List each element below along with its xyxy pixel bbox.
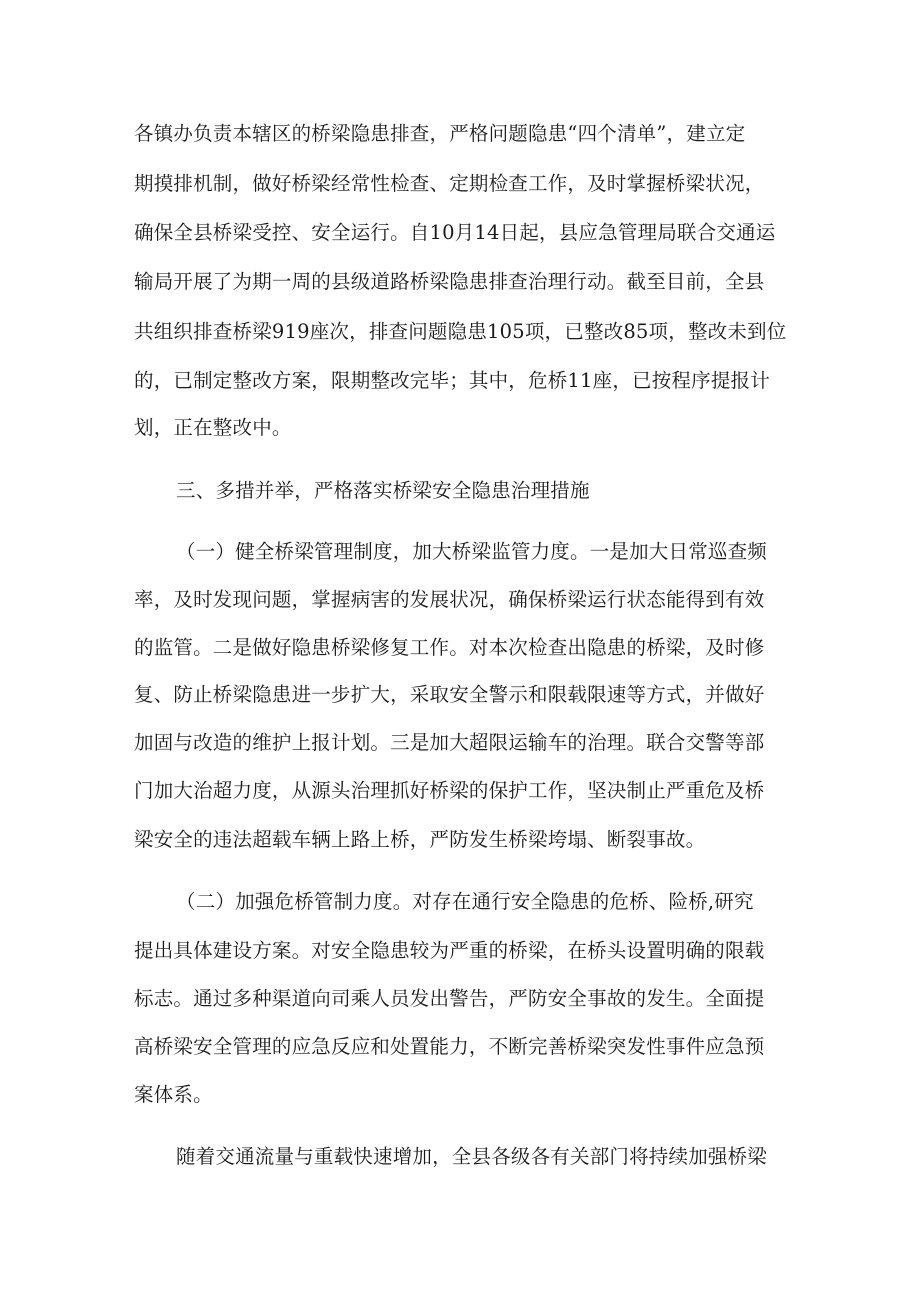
- text-line: 输局开展了为期一周的县级道路桥梁隐患排查治理行动。截至目前，全县: [134, 270, 765, 293]
- text-line: 率，及时发现问题，掌握病害的发展状况，确保桥梁运行状态能得到有效: [134, 588, 765, 611]
- text-line: （一）健全桥梁管理制度，加大桥梁监管力度。一是加大日常巡查频: [176, 540, 768, 563]
- text-line: 梁安全的违法超载车辆上路上桥，严防发生桥梁垮塌、断裂事故。: [134, 828, 706, 851]
- text-line: 高桥梁安全管理的应急反应和处置能力，不断完善桥梁突发性事件应急预: [134, 1035, 765, 1058]
- text-line: 随着交通流量与重载快速增加，全县各级各有关部门将持续加强桥梁: [176, 1145, 768, 1168]
- text-line: 划，正在整改中。: [134, 416, 292, 439]
- text-line: 案体系。: [134, 1083, 213, 1106]
- text-line: 标志。通过多种渠道向司乘人员发出警告，严防安全事故的发生。全面提: [134, 987, 765, 1010]
- text-line: 共组织排查桥梁919座次，排查问题隐患105项，已整改85项，整改未到位: [134, 320, 787, 343]
- text-line: 提出具体建设方案。对安全隐患较为严重的桥梁，在桥头设置明确的限载: [134, 939, 765, 962]
- text-line: 期摸排机制，做好桥梁经常性检查、定期检查工作，及时掌握桥梁状况，: [134, 172, 765, 195]
- text-line: 加固与改造的维护上报计划。三是加大超限运输车的治理。联合交警等部: [134, 731, 765, 754]
- text-line: 复、防止桥梁隐患进一步扩大，采取安全警示和限载限速等方式，并做好: [134, 683, 765, 706]
- text-line: 门加大治超力度，从源头治理抓好桥梁的保护工作，坚决制止严重危及桥: [134, 779, 765, 802]
- text-line: 的监管。二是做好隐患桥梁修复工作。对本次检查出隐患的桥梁，及时修: [134, 636, 765, 659]
- text-line: 的，已制定整改方案，限期整改完毕；其中，危桥11座，已按程序提报计: [134, 369, 770, 392]
- text-line: （二）加强危桥管制力度。对存在通行安全隐患的危桥、险桥,研究: [176, 890, 754, 913]
- text-line: 确保全县桥梁受控、安全运行。自10月14日起，县应急管理局联合交通运: [134, 221, 776, 244]
- text-line: 各镇办负责本辖区的桥梁隐患排查，严格问题隐患“四个清单”，建立定: [134, 122, 746, 145]
- heading-text: 三、多措并举，严格落实桥梁安全隐患治理措施: [176, 479, 590, 502]
